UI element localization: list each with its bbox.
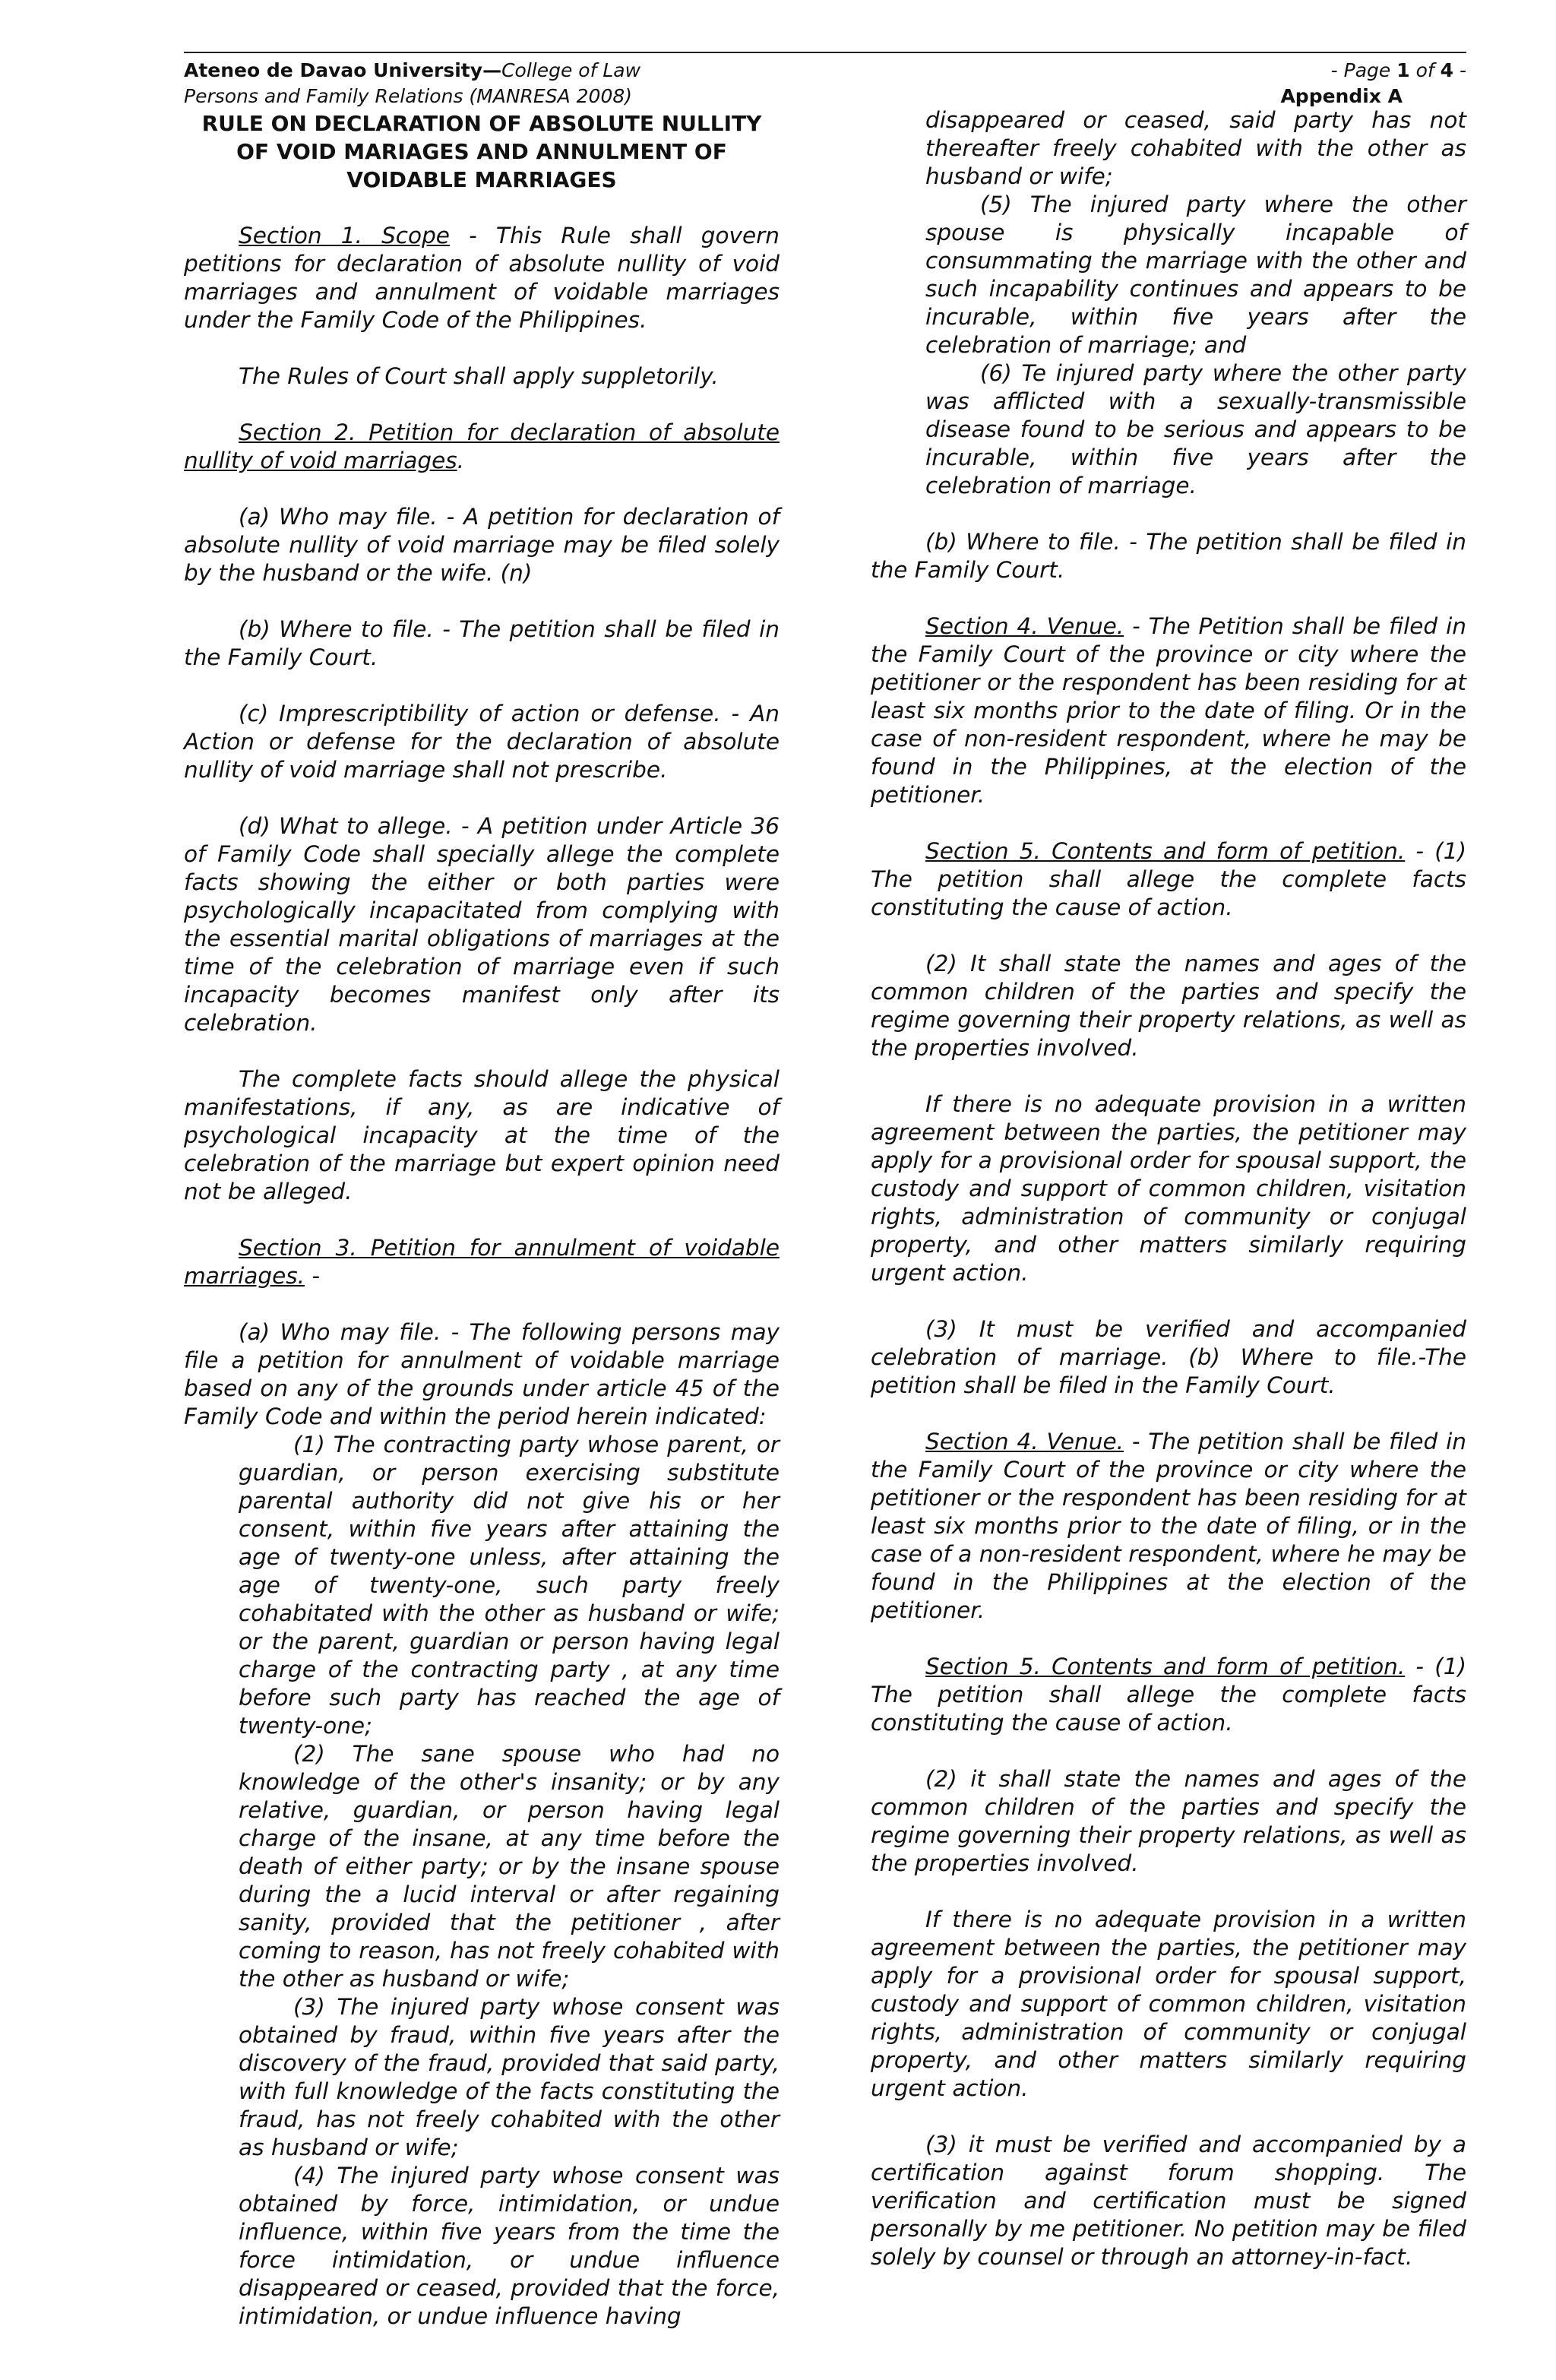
section-2-imprescriptibility: (c) Imprescriptibility of action or defense. - An Action or defense for the declaration of absolute nullity of void marriage shall not prescribe. bbox=[184, 701, 780, 783]
section-5-contents-a: Section 5. Contents and form of petition. - (1) The petition shall allege the complete facts constituting the cause of action. bbox=[871, 838, 1466, 920]
page-number: - Page 1 of 4 - bbox=[1330, 59, 1466, 81]
spacer bbox=[871, 500, 1466, 528]
appendix-label: Appendix A bbox=[1280, 85, 1403, 107]
header-left bbox=[184, 58, 640, 109]
section-5-item-3-a: (3) It must be verified and accompanied celebration of marriage. (b) Where to file.-The petition shall be filed in the Family Court. bbox=[871, 1316, 1466, 1398]
section-2-heading: Section 2. Petition for declaration of absolute nullity of void marriages bbox=[184, 419, 780, 473]
header-dash: — bbox=[482, 59, 502, 81]
section-1-scope: Section 1. Scope - This Rule shall govern petitions for declaration of absolute nullity of void marriages and annulment of voidable marriages under the Family Code of the Philippines. bbox=[184, 223, 780, 333]
university-name: Ateneo de Davao University bbox=[184, 59, 483, 81]
section-4-heading-a: Section 4. Venue. bbox=[925, 613, 1124, 639]
section-3-heading-paragraph: Section 3. Petition for annulment of voidable marriages. - bbox=[184, 1235, 780, 1289]
section-4-venue-a: Section 4. Venue. - The Petition shall be filed in the Family Court of the province or city where the petitioner or the respondent has been residing for at least six months prior to the date of filing. Or in the case of non-resident respondent, where he may be found in the Philippines, at the election of the petitioner. bbox=[871, 613, 1467, 808]
section-2-who-may-file: (a) Who may file. - A petition for declaration of absolute nullity of void marriage may be filed solely by the husband or the wife. (n) bbox=[184, 504, 780, 586]
section-3-item-1: (1) The contracting party whose parent, or guardian, or person exercising substitute parental authority did not give his or her consent, within five years after attaining the age of twenty-one unless, after attaining the age of twenty-one, such party freely cohabitated with the other as husband or wife; or the parent, guardian or person having legal charge of the contracting party , at any time before such party has reached the age of twenty-one; bbox=[239, 1432, 780, 1739]
section-3-item-2: (2) The sane spouse who had no knowledge of the other's insanity; or by any relative, guardian, or person having legal charge of the insane, at any time before the death of either party; or by the insane spouse during the a lucid interval or after regaining sanity, provided that the petitioner , after coming to reason, has not freely cohabited with the other as husband or wife; bbox=[239, 1741, 780, 1992]
section-2-heading-paragraph: Section 2. Petition for declaration of absolute nullity of void marriages. bbox=[184, 419, 780, 473]
left-column bbox=[184, 109, 780, 2331]
section-3-who-may-file: (a) Who may file. - The following persons may file a petition for annulment of voidable marriage based on any of the grounds under article 45 of the Family Code and within the period herein indicated: bbox=[184, 1319, 780, 1429]
section-5-provisional-order-a: If there is no adequate provision in a written agreement between the parties, the petitioner may apply for a provisional order for spousal support, the custody and support of common children, visitation rights, administration of community or conjugal property, and other matters similarly requiring urgent action. bbox=[871, 1091, 1466, 1286]
section-4-venue-b: Section 4. Venue. - The petition shall be filed in the Family Court of the province or city where the petitioner or the respondent has been residing for at least six months prior to the date of filing, or in the case of a non-resident respondent, where he may be found in the Philippines at the election of the petitioner. bbox=[871, 1429, 1466, 1623]
header-right bbox=[1280, 58, 1466, 109]
section-3-item-5: (5) The injured party where the other spouse is physically incapable of consummating the marriage with the other and such incapability continues and appears to be incurable, within five years after the celebration of marriage; and bbox=[925, 191, 1466, 358]
college-name: College of Law bbox=[501, 59, 641, 81]
section-3-item-4-continued: disappeared or ceased, said party has not thereafter freely cohabited with the other as husband or wife; bbox=[925, 107, 1466, 189]
section-2-complete-facts: The complete facts should allege the physical manifestations, if any, as are indicative of psychological incapacity at the time of the celebration of the marriage but expert opinion need not be alleged. bbox=[184, 1066, 780, 1204]
section-5-contents-b: Section 5. Contents and form of petition. - (1) The petition shall allege the complete facts constituting the cause of action. bbox=[871, 1654, 1466, 1736]
header-rule bbox=[184, 52, 1466, 53]
section-1-heading: Section 1. Scope bbox=[239, 223, 450, 248]
section-1-suppletory: The Rules of Court shall apply suppletorily. bbox=[239, 363, 719, 389]
section-5-item-3-b: (3) it must be verified and accompanied by a certification against forum shopping. The verification and certification must be signed personally by me petitioner. No petition may be filed solely by counsel or through an attorney-in-fact. bbox=[871, 2132, 1466, 2270]
section-4-heading-b: Section 4. Venue. bbox=[925, 1429, 1124, 1454]
section-5-provisional-order-b: If there is no adequate provision in a written agreement between the parties, the petitioner may apply for a provisional order for spousal support, custody and support of common children, visitation rights, administration of community or conjugal property, and other matters similarly requiring urgent action. bbox=[871, 1907, 1466, 2101]
total-pages: 4 bbox=[1440, 59, 1454, 81]
section-5-item-2-a: (2) It shall state the names and ages of the common children of the parties and specify the regime governing their property relations, as well as the properties involved. bbox=[871, 951, 1466, 1061]
header-line-1 bbox=[184, 58, 640, 84]
section-3-where-to-file: (b) Where to file. - The petition shall be filed in the Family Court. bbox=[871, 529, 1466, 583]
section-5-heading-b: Section 5. Contents and form of petition. bbox=[925, 1654, 1406, 1679]
section-3-heading: Section 3. Petition for annulment of voidable marriages. bbox=[184, 1235, 780, 1289]
current-page: 1 bbox=[1396, 59, 1410, 81]
section-3-item-6: (6) Te injured party where the other party was afflicted with a sexually-transmissible disease found to be serious and appears to be incurable, within five years after the celebration of marriage. bbox=[925, 360, 1466, 498]
document-title: RULE ON DECLARATION OF ABSOLUTE NULLITY OF VOID MARIAGES AND ANNULMENT OF VOIDABLE MARRIAGES bbox=[201, 111, 762, 192]
section-5-item-2-b: (2) it shall state the names and ages of the common children of the parties and specify the regime governing their property relations, as well as the properties involved. bbox=[871, 1766, 1466, 1876]
section-2-what-to-allege: (d) What to allege. - A petition under Article 36 of Family Code shall specially allege the complete facts showing the either or both parties were psychologically incapacitated from complying with the essential marital obligations of marriages at the time of the celebration of marriage even if such incapacity becomes manifest only after its celebration. bbox=[184, 813, 780, 1036]
document-page bbox=[184, 46, 1466, 2356]
section-3-item-3: (3) The injured party whose consent was obtained by fraud, within five years after the discovery of the fraud, provided that said party, with full knowledge of the facts constituting the fraud, has not freely cohabited with the other as husband or wife; bbox=[239, 1994, 780, 2160]
section-3-item-4: (4) The injured party whose consent was obtained by force, intimidation, or undue influence, within five years from the time the force intimidation, or undue influence disappeared or ceased, provided that the force, intimidation, or undue influence having bbox=[239, 2163, 780, 2329]
section-2-where-to-file: (b) Where to file. - The petition shall be filed in the Family Court. bbox=[184, 616, 780, 670]
section-5-heading-a: Section 5. Contents and form of petition. bbox=[925, 838, 1406, 864]
course-subject: Persons and Family Relations (MANRESA 2008) bbox=[184, 85, 633, 107]
right-column bbox=[871, 106, 1466, 2299]
